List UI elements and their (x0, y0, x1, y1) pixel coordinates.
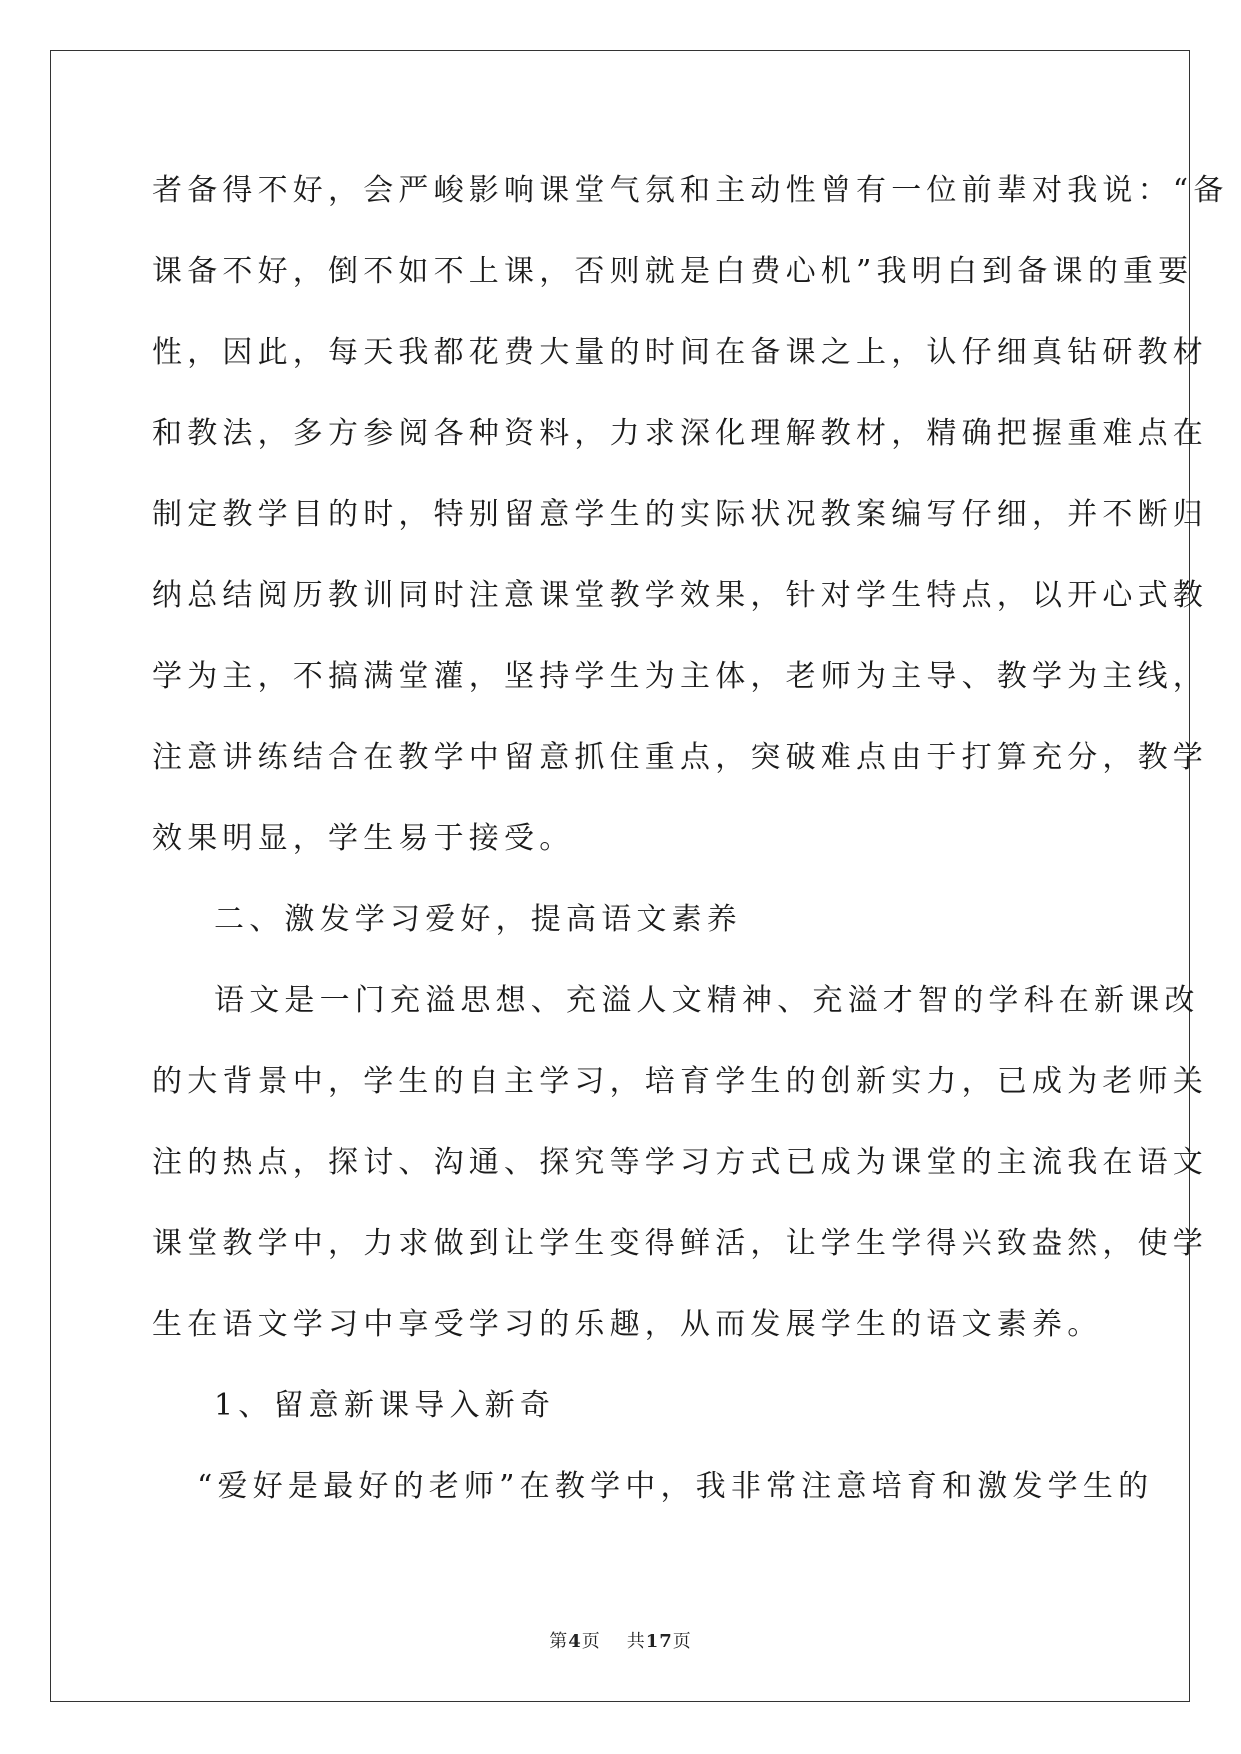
page-footer (0, 1627, 1241, 1653)
body-line: 和教法，多方参阅各种资料，力求深化理解教材，精确把握重难点在 (152, 416, 1208, 451)
page-number: 4 (568, 1631, 582, 1652)
body-line: 学为主，不搞满堂灌，坚持学生为主体，老师为主导、教学为主线， (152, 659, 1208, 694)
body-line: 制定教学目的时，特别留意学生的实际状况教案编写仔细，并不断归 (152, 497, 1208, 532)
page-prefix: 第 (549, 1631, 569, 1652)
body-line: 者备得不好，会严峻影响课堂气氛和主动性曾有一位前辈对我说：“备 (152, 173, 1229, 208)
body-line: 效果明显，学生易于接受。 (152, 821, 575, 856)
total-suffix: 页 (672, 1631, 692, 1652)
body-line: 注意讲练结合在教学中留意抓住重点，突破难点由于打算充分，教学 (152, 740, 1208, 775)
page-suffix: 页 (581, 1631, 601, 1652)
body-line: 课堂教学中，力求做到让学生变得鲜活，让学生学得兴致盎然，使学 (152, 1226, 1208, 1261)
body-line: 性，因此，每天我都花费大量的时间在备课之上，认仔细真钻研教材 (152, 335, 1208, 370)
body-line: 语文是一门充溢思想、充溢人文精神、充溢才智的学科在新课改 (214, 983, 1200, 1018)
body-line: 注的热点，探讨、沟通、探究等学习方式已成为课堂的主流我在语文 (152, 1145, 1208, 1180)
total-prefix: 共 (626, 1631, 646, 1652)
body-line: 的大背景中，学生的自主学习，培育学生的创新实力，已成为老师关 (152, 1064, 1208, 1099)
section-heading: 二、激发学习爱好，提高语文素养 (214, 902, 742, 937)
body-line: 生在语文学习中享受学习的乐趣，从而发展学生的语文素养。 (152, 1307, 1103, 1342)
body-line: 课备不好，倒不如不上课，否则就是白费心机”我明白到备课的重要 (152, 254, 1194, 289)
body-line: 纳总结阅历教训同时注意课堂教学效果，针对学生特点，以开心式教 (152, 578, 1208, 613)
document-body (152, 165, 1229, 1542)
total-pages: 17 (645, 1631, 673, 1652)
subsection-heading: 1、留意新课导入新奇 (214, 1388, 556, 1423)
body-line: “爱好是最好的老师”在教学中，我非常注意培育和激发学生的 (197, 1469, 1154, 1504)
